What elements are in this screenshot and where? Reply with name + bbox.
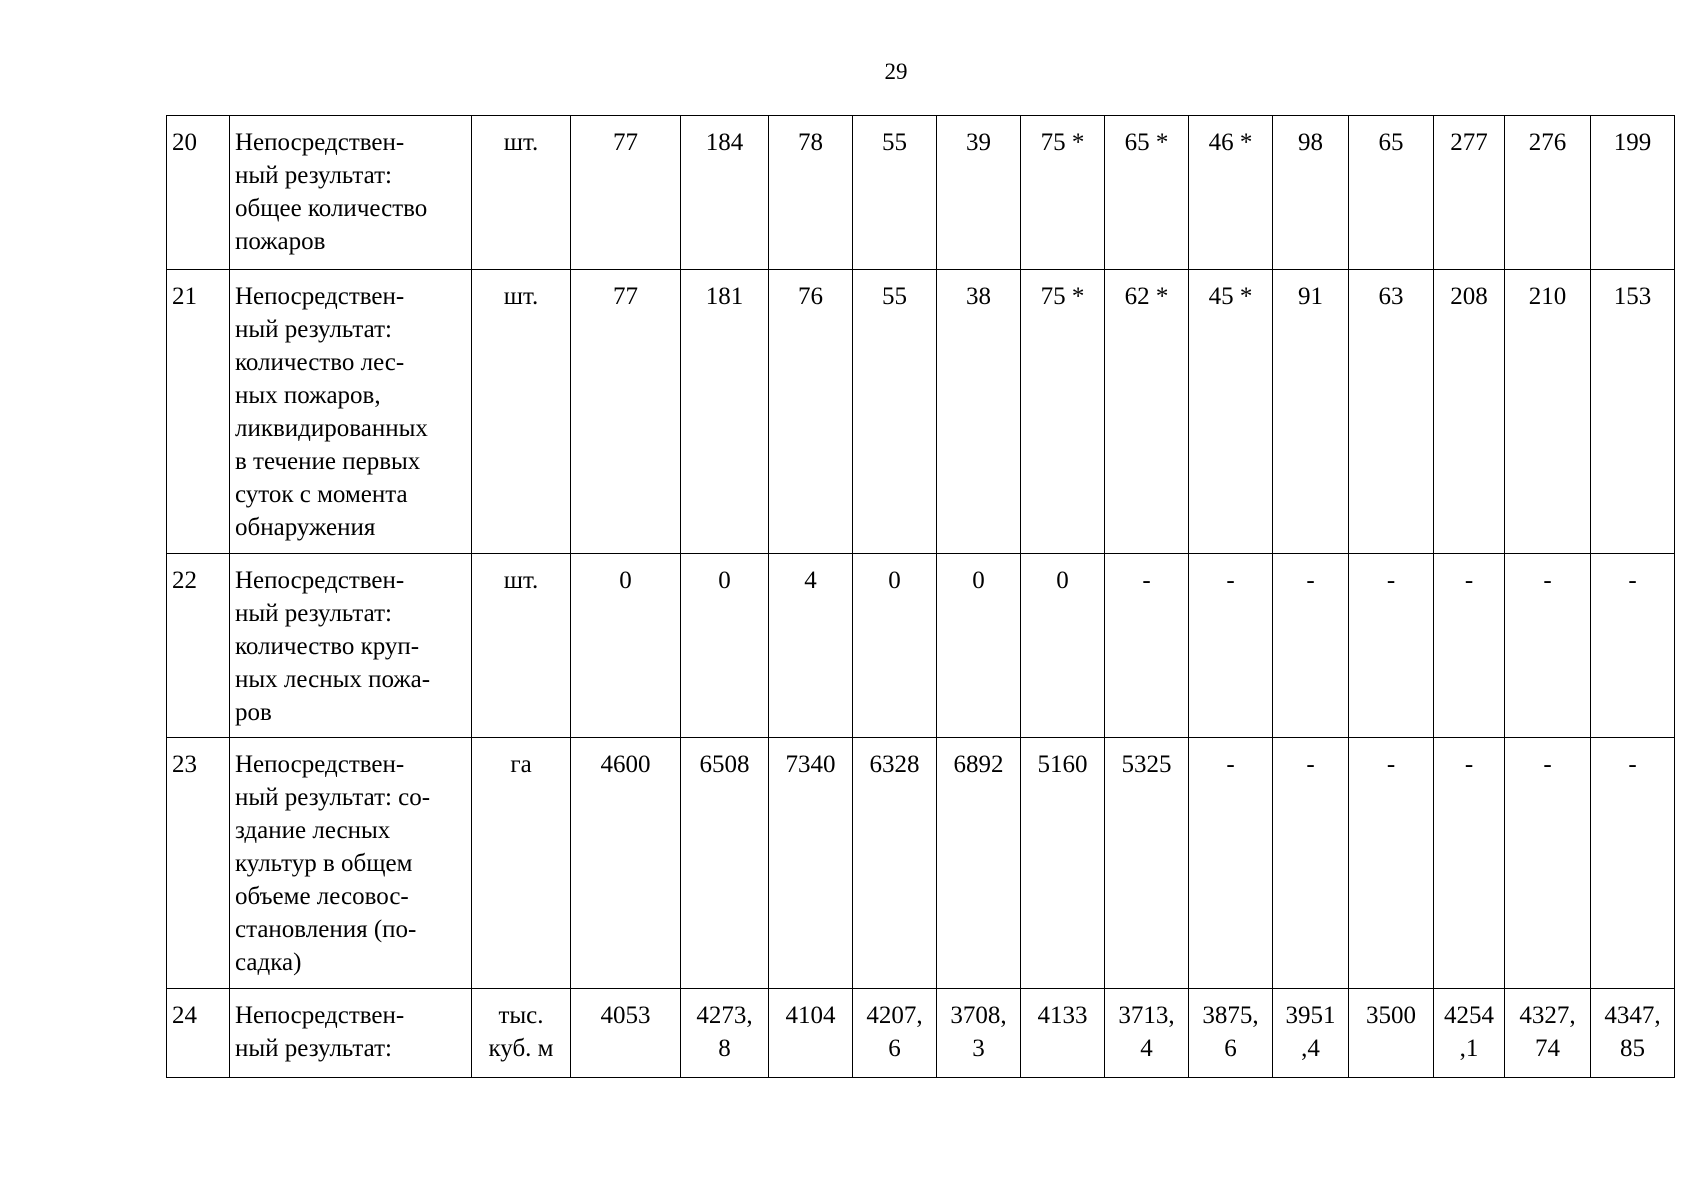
indicator-name-cell: Непосредствен- ный результат: [230, 989, 472, 1078]
value-cell: 65 [1349, 116, 1434, 270]
value-cell: 3951 ,4 [1273, 989, 1349, 1078]
row-number-cell: 20 [167, 116, 230, 270]
value-cell: 4104 [769, 989, 853, 1078]
value-cell: 4207, 6 [853, 989, 937, 1078]
indicator-name-cell: Непосредствен- ный результат: количество круп- ных лесных пожа- ров [230, 554, 472, 738]
indicator-name-cell: Непосредствен- ный результат: со- здание лесных культур в общем объеме лесовос- становления (по- садка) [230, 738, 472, 989]
value-cell: - [1434, 554, 1505, 738]
value-cell: 3713, 4 [1105, 989, 1189, 1078]
value-cell: 46 * [1189, 116, 1273, 270]
value-cell: 7340 [769, 738, 853, 989]
table-row [167, 270, 1675, 554]
value-cell: 6508 [681, 738, 769, 989]
value-cell: 91 [1273, 270, 1349, 554]
value-cell: 62 * [1105, 270, 1189, 554]
value-cell: - [1505, 554, 1591, 738]
value-cell: 0 [1021, 554, 1105, 738]
table-row [167, 738, 1675, 989]
value-cell: 181 [681, 270, 769, 554]
value-cell: 277 [1434, 116, 1505, 270]
value-cell: 45 * [1189, 270, 1273, 554]
value-cell: 153 [1591, 270, 1675, 554]
value-cell: 75 * [1021, 270, 1105, 554]
row-number-cell: 21 [167, 270, 230, 554]
unit-cell: шт. [472, 554, 571, 738]
value-cell: 38 [937, 270, 1021, 554]
value-cell: - [1105, 554, 1189, 738]
value-cell: - [1591, 738, 1675, 989]
value-cell: 0 [571, 554, 681, 738]
value-cell: 0 [853, 554, 937, 738]
unit-cell: шт. [472, 116, 571, 270]
value-cell: 55 [853, 270, 937, 554]
value-cell: 55 [853, 116, 937, 270]
value-cell: - [1349, 554, 1434, 738]
value-cell: 77 [571, 116, 681, 270]
value-cell: 199 [1591, 116, 1675, 270]
value-cell: 210 [1505, 270, 1591, 554]
value-cell: - [1189, 554, 1273, 738]
value-cell: - [1591, 554, 1675, 738]
unit-cell: тыс. куб. м [472, 989, 571, 1078]
value-cell: 98 [1273, 116, 1349, 270]
value-cell: - [1434, 738, 1505, 989]
indicators-table [166, 115, 1675, 1078]
indicator-name-cell: Непосредствен- ный результат: общее количество пожаров [230, 116, 472, 270]
value-cell: 4254 ,1 [1434, 989, 1505, 1078]
row-number-cell: 23 [167, 738, 230, 989]
value-cell: - [1349, 738, 1434, 989]
value-cell: 4600 [571, 738, 681, 989]
value-cell: 184 [681, 116, 769, 270]
table-row [167, 554, 1675, 738]
value-cell: - [1505, 738, 1591, 989]
value-cell: 4 [769, 554, 853, 738]
unit-cell: шт. [472, 270, 571, 554]
value-cell: - [1273, 554, 1349, 738]
unit-cell: га [472, 738, 571, 989]
value-cell: 3500 [1349, 989, 1434, 1078]
row-number-cell: 24 [167, 989, 230, 1078]
table-row [167, 116, 1675, 270]
value-cell: 0 [681, 554, 769, 738]
value-cell: 63 [1349, 270, 1434, 554]
value-cell: 4133 [1021, 989, 1105, 1078]
value-cell: 5160 [1021, 738, 1105, 989]
value-cell: 6328 [853, 738, 937, 989]
value-cell: 4053 [571, 989, 681, 1078]
value-cell: 5325 [1105, 738, 1189, 989]
row-number-cell: 22 [167, 554, 230, 738]
value-cell: - [1273, 738, 1349, 989]
value-cell: 65 * [1105, 116, 1189, 270]
value-cell: 3875, 6 [1189, 989, 1273, 1078]
value-cell: 4273, 8 [681, 989, 769, 1078]
value-cell: 4347, 85 [1591, 989, 1675, 1078]
value-cell: 76 [769, 270, 853, 554]
value-cell: 0 [937, 554, 1021, 738]
value-cell: 77 [571, 270, 681, 554]
page-number: 29 [884, 59, 908, 84]
value-cell: 39 [937, 116, 1021, 270]
value-cell: 3708, 3 [937, 989, 1021, 1078]
value-cell: - [1189, 738, 1273, 989]
table-row [167, 989, 1675, 1078]
value-cell: 208 [1434, 270, 1505, 554]
indicator-name-cell: Непосредствен- ный результат: количество лес- ных пожаров, ликвидированных в течение первых суток с момента обнаружения [230, 270, 472, 554]
value-cell: 276 [1505, 116, 1591, 270]
value-cell: 78 [769, 116, 853, 270]
value-cell: 75 * [1021, 116, 1105, 270]
value-cell: 4327, 74 [1505, 989, 1591, 1078]
value-cell: 6892 [937, 738, 1021, 989]
